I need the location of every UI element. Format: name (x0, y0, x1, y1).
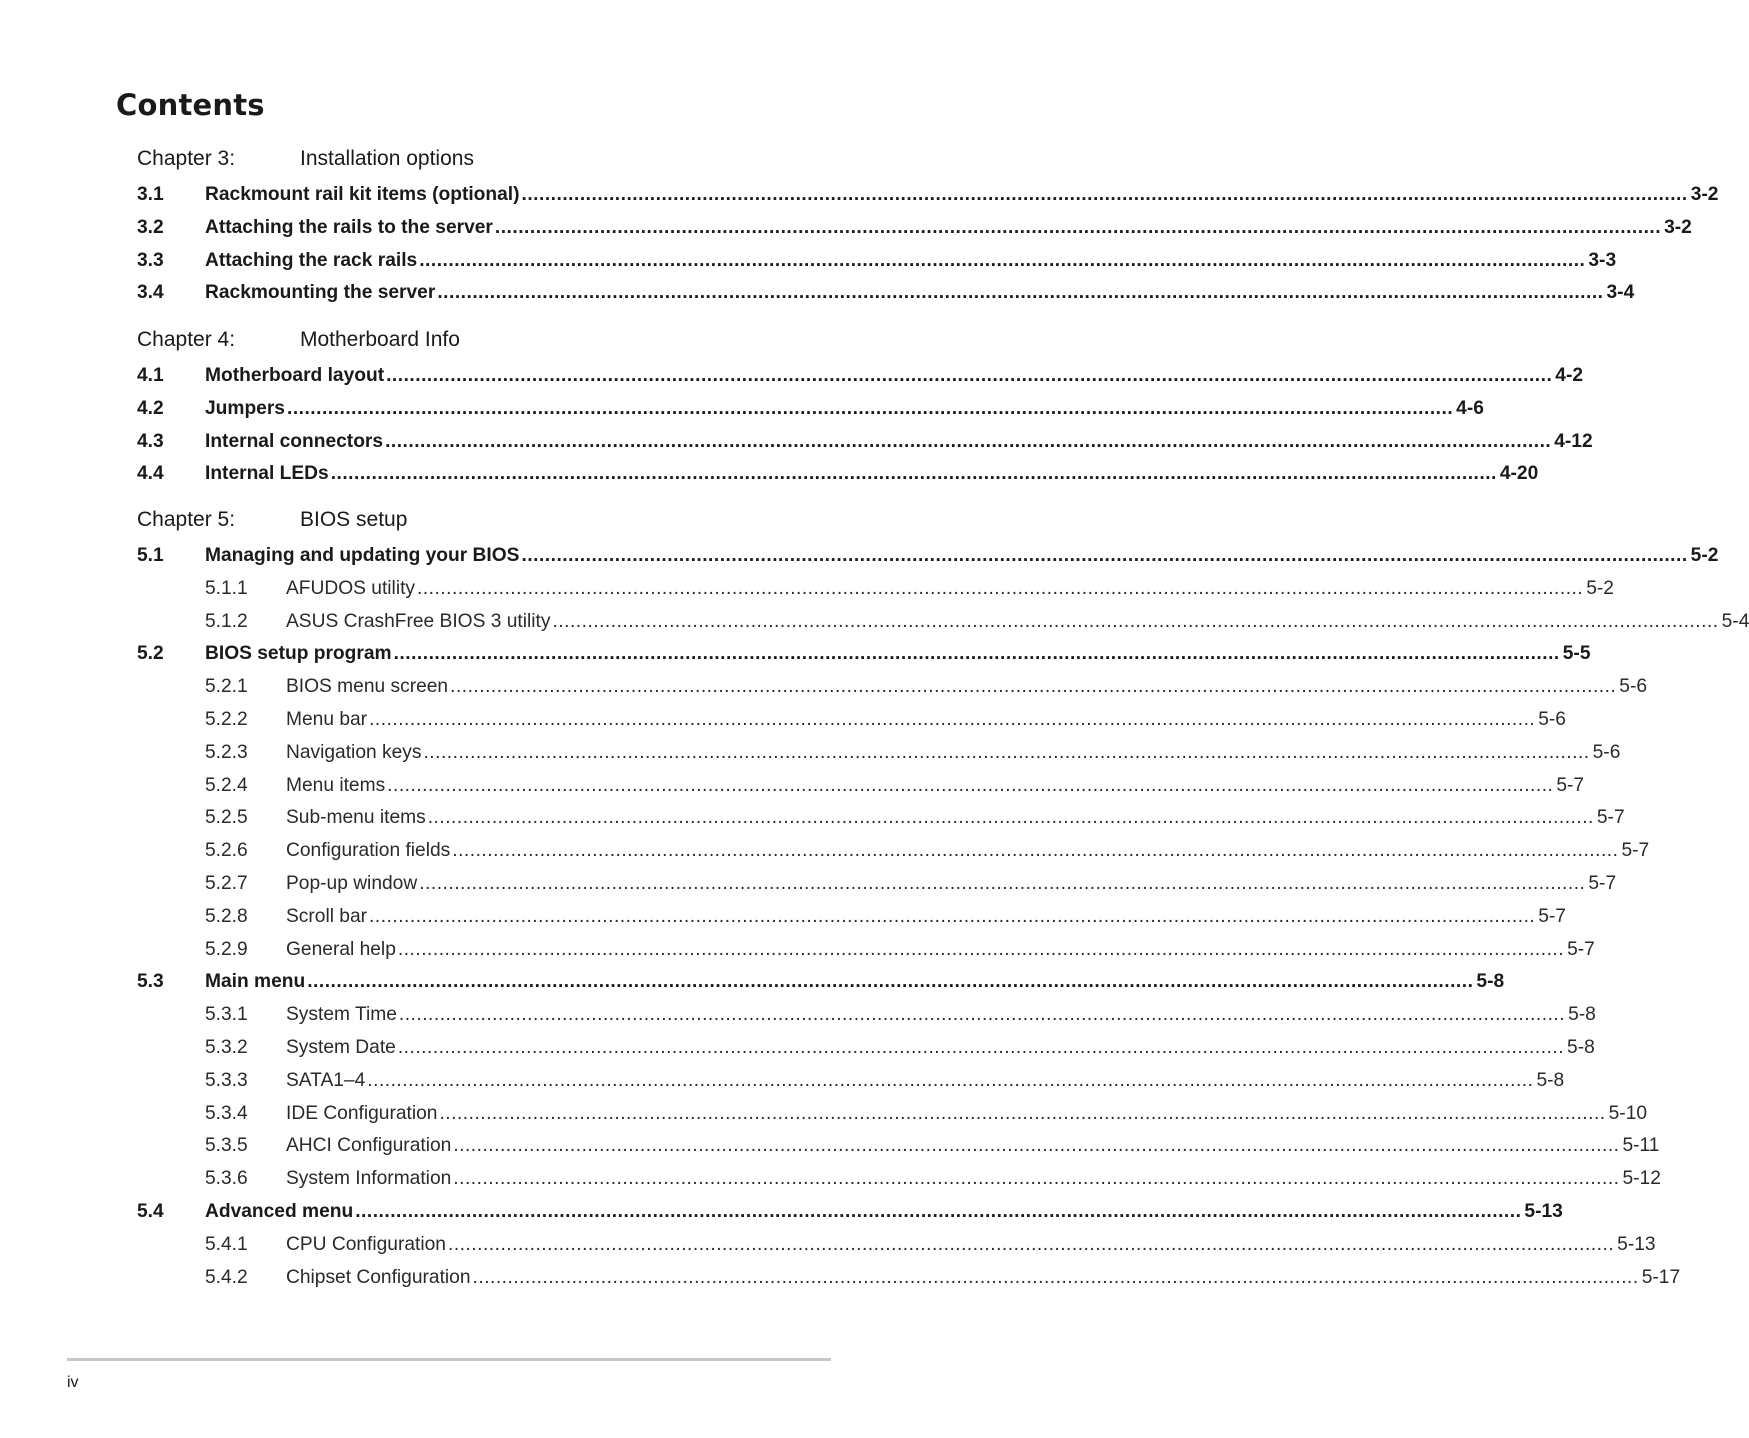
chapter-heading (137, 147, 797, 177)
entry-page-number: 4-6 (1456, 397, 1484, 419)
entry-leader-line (205, 543, 1719, 569)
entry-title: Menu items (286, 774, 386, 796)
toc-subsection-entry[interactable] (0, 609, 1749, 635)
entry-title: BIOS setup program (205, 643, 392, 665)
entry-leader-line (286, 707, 1566, 733)
dot-leader: ........................................................................................................................................................................................................ (452, 840, 1619, 862)
dot-leader: ........................................................................................................................................................................................................ (385, 430, 1552, 452)
entry-number: 5.3.6 (205, 1168, 248, 1190)
dot-leader: ........................................................................................................................................................................................................ (286, 397, 1454, 419)
toc-section-entry[interactable] (0, 363, 1584, 389)
toc-subsection-entry[interactable] (0, 1068, 1565, 1094)
entry-page-number: 4-12 (1554, 430, 1593, 452)
entry-leader-line (205, 429, 1593, 455)
entry-number: 5.3.4 (205, 1102, 248, 1124)
entry-page-number: 5-2 (1586, 577, 1614, 599)
entry-leader-line (286, 937, 1595, 963)
dot-leader: ........................................................................................................................................................................................................ (355, 1201, 1522, 1222)
dot-leader: ........................................................................................................................................................................................................ (453, 1168, 1620, 1190)
entry-page-number: 4-20 (1499, 463, 1539, 485)
entry-leader-line (205, 641, 1591, 667)
dot-leader: ........................................................................................................................................................................................................ (437, 282, 1604, 304)
toc-subsection-entry[interactable] (0, 1133, 1660, 1159)
chapter-title: Motherboard Info (300, 328, 460, 351)
entry-number: 4.2 (137, 397, 164, 419)
dot-leader: ........................................................................................................................................................................................................ (417, 577, 1584, 599)
entry-title: Internal connectors (205, 430, 384, 452)
entry-leader-line (286, 609, 1749, 635)
entry-page-number: 5-6 (1592, 741, 1621, 763)
entry-page-number: 3-3 (1588, 249, 1617, 271)
entry-leader-line (205, 1199, 1563, 1225)
chapter-title: BIOS setup (300, 508, 408, 531)
entry-page-number: 5-8 (1536, 1069, 1565, 1091)
dot-leader: ........................................................................................................................................................................................................ (447, 1233, 1615, 1255)
toc-section-entry[interactable] (0, 396, 1484, 422)
entry-number: 5.3.2 (205, 1037, 248, 1058)
page-number: iv (67, 1374, 79, 1391)
entry-leader-line (205, 215, 1692, 241)
entry-title: Advanced menu (205, 1201, 354, 1222)
entry-number: 5.1.2 (205, 610, 248, 632)
entry-leader-line (286, 1265, 1681, 1291)
entry-number: 3.2 (137, 216, 164, 238)
entry-title: AHCI Configuration (286, 1135, 452, 1157)
entry-leader-line (286, 1133, 1660, 1159)
entry-page-number: 5-7 (1588, 873, 1617, 894)
toc-subsection-entry[interactable] (0, 707, 1566, 733)
toc-subsection-entry[interactable] (0, 1166, 1661, 1192)
entry-page-number: 5-13 (1524, 1201, 1563, 1222)
entry-number: 5.4.1 (205, 1233, 248, 1255)
entry-page-number: 5-2 (1690, 545, 1719, 566)
entry-leader-line (205, 280, 1635, 306)
entry-number: 5.4.2 (205, 1266, 248, 1288)
entry-number: 5.1.1 (205, 577, 248, 599)
entry-page-number: 5-10 (1608, 1102, 1648, 1124)
dot-leader: ........................................................................................................................................................................................................ (397, 1037, 1565, 1058)
dot-leader: ........................................................................................................................................................................................................ (472, 1266, 1639, 1288)
entry-leader-line (205, 969, 1505, 995)
dot-leader: ........................................................................................................................................................................................................ (397, 938, 1565, 960)
dot-leader: ........................................................................................................................................................................................................ (521, 545, 1688, 566)
entry-number: 5.2.2 (205, 709, 248, 730)
entry-page-number: 3-2 (1690, 184, 1719, 205)
dot-leader: ........................................................................................................................................................................................................ (423, 741, 1590, 763)
entry-title: Chipset Configuration (286, 1266, 471, 1288)
entry-page-number: 5-6 (1538, 709, 1566, 730)
entry-title: System Information (286, 1168, 452, 1190)
toc-section-entry[interactable] (0, 969, 1505, 995)
entry-page-number: 5-13 (1617, 1233, 1656, 1255)
toc-subsection-entry[interactable] (0, 740, 1621, 766)
entry-leader-line (205, 363, 1584, 389)
entry-page-number: 5-8 (1476, 971, 1505, 993)
entry-title: Rackmounting the server (205, 282, 436, 304)
entry-leader-line (286, 1068, 1565, 1094)
entry-title: Scroll bar (286, 905, 368, 927)
entry-number: 4.3 (137, 430, 164, 452)
entry-title: Configuration fields (286, 840, 451, 862)
entry-number: 5.2.3 (205, 741, 248, 763)
footer-divider (67, 1358, 831, 1361)
entry-title: IDE Configuration (286, 1102, 438, 1124)
entry-number: 4.4 (137, 463, 164, 485)
dot-leader: ........................................................................................................................................................................................................ (367, 1069, 1534, 1091)
entry-number: 3.1 (137, 184, 164, 205)
entry-number: 5.2.7 (205, 873, 248, 894)
entry-page-number: 5-11 (1622, 1135, 1660, 1157)
dot-leader: ........................................................................................................................................................................................................ (552, 610, 1719, 632)
entry-number: 5.2.6 (205, 840, 248, 862)
toc-section-entry[interactable] (0, 248, 1617, 274)
entry-leader-line (286, 838, 1650, 864)
entry-leader-line (286, 871, 1617, 897)
entry-leader-line (286, 773, 1585, 799)
entry-title: Main menu (205, 971, 306, 993)
entry-leader-line (286, 1166, 1661, 1192)
toc-subsection-entry[interactable] (0, 1101, 1648, 1127)
toc-subsection-entry[interactable] (0, 937, 1595, 963)
entry-title: SATA1–4 (286, 1069, 366, 1091)
entry-page-number: 5-8 (1567, 1037, 1595, 1058)
entry-page-number: 5-4 (1721, 610, 1749, 632)
dot-leader: ........................................................................................................................................................................................................ (453, 1135, 1620, 1157)
toc-section-entry[interactable] (0, 641, 1591, 667)
entry-page-number: 5-7 (1596, 807, 1625, 829)
dot-leader: ........................................................................................................................................................................................................ (398, 1004, 1566, 1026)
entry-leader-line (286, 1035, 1595, 1061)
entry-page-number: 5-7 (1621, 840, 1650, 862)
entry-number: 5.2.1 (205, 676, 248, 698)
entry-number: 5.2 (137, 643, 164, 665)
entry-leader-line (286, 740, 1621, 766)
entry-number: 5.4 (137, 1201, 164, 1222)
toc-subsection-entry[interactable] (0, 871, 1617, 897)
entry-leader-line (205, 182, 1719, 208)
toc-subsection-entry[interactable] (0, 773, 1585, 799)
dot-leader: ........................................................................................................................................................................................................ (307, 971, 1474, 993)
entry-number: 4.1 (137, 365, 164, 386)
entry-leader-line (205, 248, 1617, 274)
entry-number: 5.2.5 (205, 807, 248, 829)
dot-leader: ........................................................................................................................................................................................................ (393, 643, 1560, 665)
entry-page-number: 5-17 (1641, 1266, 1681, 1288)
entry-number: 5.3 (137, 971, 164, 993)
entry-title: AFUDOS utility (286, 577, 416, 599)
entry-number: 5.2.9 (205, 938, 248, 960)
toc-subsection-entry[interactable] (0, 805, 1625, 831)
entry-title: Pop-up window (286, 873, 418, 894)
entry-number: 5.3.3 (205, 1069, 248, 1091)
dot-leader: ........................................................................................................................................................................................................ (369, 905, 1536, 927)
toc-section-entry[interactable] (0, 1199, 1563, 1225)
toc-subsection-entry[interactable] (0, 904, 1566, 930)
dot-leader: ........................................................................................................................................................................................................ (521, 184, 1688, 205)
entry-title: Internal LEDs (205, 463, 329, 485)
entry-leader-line (205, 461, 1539, 487)
toc-subsection-entry[interactable] (0, 674, 1648, 700)
entry-leader-line (205, 396, 1484, 422)
entry-title: Jumpers (205, 397, 285, 419)
entry-number: 5.3.1 (205, 1004, 248, 1026)
entry-title: Sub-menu items (286, 807, 426, 829)
entry-number: 5.1 (137, 545, 164, 566)
entry-page-number: 4-2 (1555, 365, 1584, 386)
entry-leader-line (286, 674, 1648, 700)
toc-subsection-entry[interactable] (0, 1232, 1656, 1258)
toc-subsection-entry[interactable] (0, 576, 1614, 602)
dot-leader: ........................................................................................................................................................................................................ (419, 249, 1586, 271)
toc-subsection-entry[interactable] (0, 838, 1650, 864)
entry-number: 5.2.4 (205, 774, 248, 796)
entry-page-number: 5-7 (1567, 938, 1595, 960)
dot-leader: ........................................................................................................................................................................................................ (450, 676, 1617, 698)
entry-leader-line (286, 1101, 1648, 1127)
entry-page-number: 5-7 (1556, 774, 1585, 796)
page-title: Contents (116, 88, 265, 122)
toc-section-entry[interactable] (0, 461, 1539, 487)
entry-page-number: 3-4 (1606, 282, 1635, 304)
toc-section-entry[interactable] (0, 543, 1719, 569)
dot-leader: ........................................................................................................................................................................................................ (369, 709, 1536, 730)
toc-section-entry[interactable] (0, 215, 1692, 241)
entry-title: BIOS menu screen (286, 676, 449, 698)
dot-leader: ........................................................................................................................................................................................................ (419, 873, 1586, 894)
entry-title: Navigation keys (286, 741, 422, 763)
toc-subsection-entry[interactable] (0, 1002, 1596, 1028)
dot-leader: ........................................................................................................................................................................................................ (494, 216, 1662, 238)
chapter-number: Chapter 4: (137, 328, 236, 351)
entry-leader-line (286, 904, 1566, 930)
entry-number: 3.4 (137, 282, 164, 304)
entry-title: ASUS CrashFree BIOS 3 utility (286, 610, 551, 632)
entry-title: Managing and updating your BIOS (205, 545, 520, 566)
entry-title: Attaching the rack rails (205, 249, 418, 271)
entry-title: Motherboard layout (205, 365, 385, 386)
toc-section-entry[interactable] (0, 182, 1719, 208)
entry-page-number: 5-12 (1622, 1168, 1661, 1190)
entry-title: Menu bar (286, 709, 368, 730)
entry-number: 5.3.5 (205, 1135, 248, 1157)
chapter-heading (137, 508, 797, 538)
entry-leader-line (286, 805, 1625, 831)
entry-title: Attaching the rails to the server (205, 216, 493, 238)
entry-number: 3.3 (137, 249, 164, 271)
entry-number: 5.2.8 (205, 905, 248, 927)
entry-title: System Date (286, 1037, 396, 1058)
toc-subsection-entry[interactable] (0, 1035, 1595, 1061)
chapter-number: Chapter 5: (137, 508, 236, 531)
chapter-heading (137, 328, 797, 358)
entry-leader-line (286, 1002, 1596, 1028)
entry-page-number: 5-8 (1568, 1004, 1596, 1026)
dot-leader: ........................................................................................................................................................................................................ (387, 774, 1554, 796)
entry-page-number: 5-5 (1562, 643, 1591, 665)
entry-page-number: 3-2 (1664, 216, 1692, 238)
entry-title: CPU Configuration (286, 1233, 446, 1255)
dot-leader: ........................................................................................................................................................................................................ (439, 1102, 1606, 1124)
dot-leader: ........................................................................................................................................................................................................ (330, 463, 1497, 485)
toc-subsection-entry[interactable] (0, 1265, 1681, 1291)
entry-leader-line (286, 576, 1614, 602)
entry-page-number: 5-7 (1538, 905, 1566, 927)
chapter-number: Chapter 3: (137, 147, 236, 170)
dot-leader: ........................................................................................................................................................................................................ (427, 807, 1594, 829)
chapter-title: Installation options (300, 147, 474, 170)
toc-section-entry[interactable] (0, 280, 1635, 306)
entry-title: System Time (286, 1004, 397, 1026)
entry-title: Rackmount rail kit items (optional) (205, 184, 520, 205)
toc-section-entry[interactable] (0, 429, 1593, 455)
entry-page-number: 5-6 (1619, 676, 1648, 698)
entry-leader-line (286, 1232, 1656, 1258)
entry-title: General help (286, 938, 396, 960)
dot-leader: ........................................................................................................................................................................................................ (386, 365, 1553, 386)
